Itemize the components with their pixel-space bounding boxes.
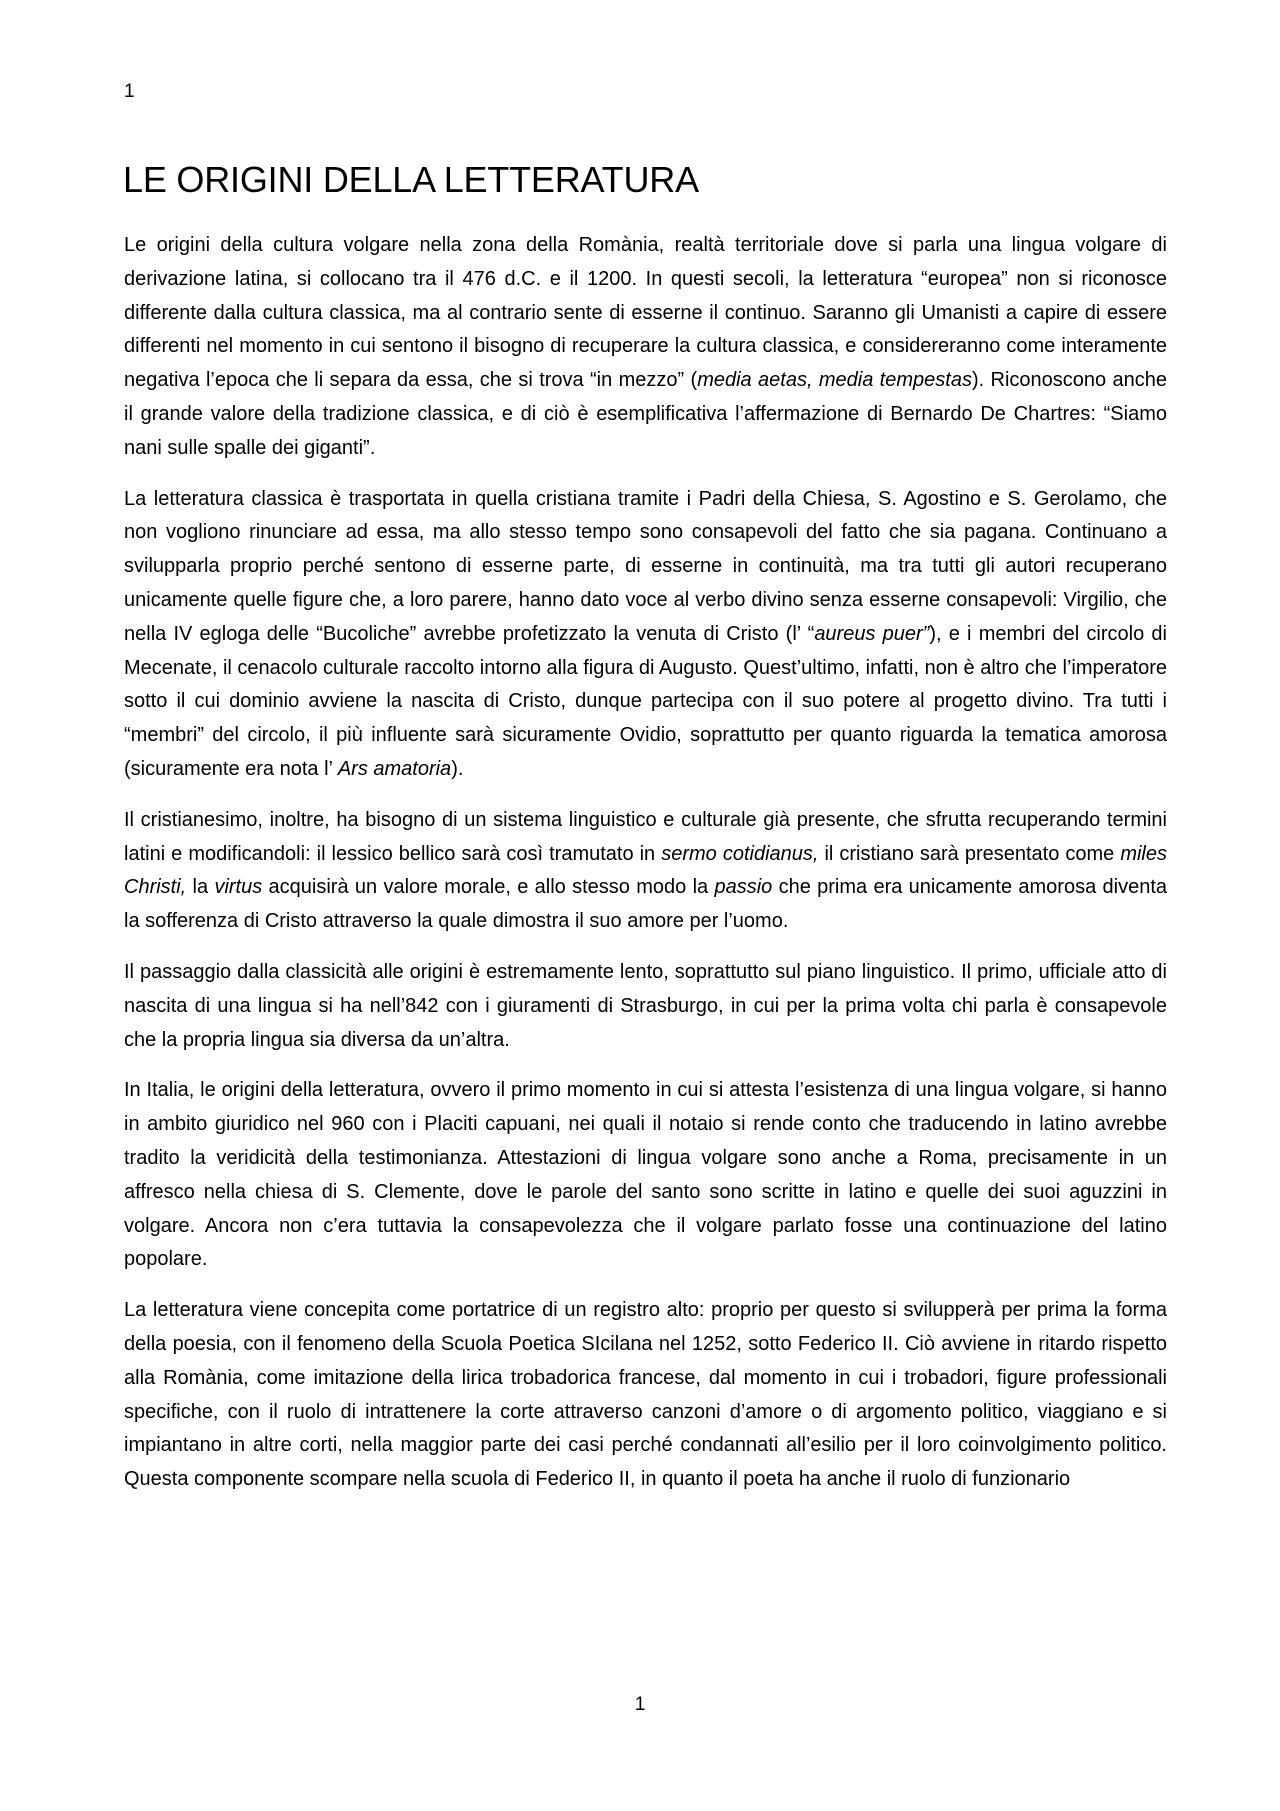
italic-text-run: miles Christi, xyxy=(124,842,1167,899)
text-run: ). xyxy=(451,757,464,780)
text-run: acquisirà un valore morale, e allo stesso modo la xyxy=(262,876,715,899)
text-run: La letteratura viene concepita come portatrice di un registro alto: proprio per questo si svilupperà per prima la forma della poesia, con il fenomeno della Scuola Poetica SIcilana nel 1252, sotto Federico II. Ciò avviene in ritardo rispetto alla Romània, come imitazione della lirica trobadorica francese, dal momento in cui i trobadori, figure professionali specifiche, con il ruolo di intrattenere la corte attraverso canzoni d’amore o di argomento politico, viaggiano e si impiantano in altre corti, nella maggior parte dei casi perché condannati all’esilio per il loro coinvolgimento politico. Questa componente scompare nella scuola di Federico II, in quanto il poeta ha anche il ruolo di funzionario xyxy=(124,1299,1167,1491)
paragraph-1 xyxy=(124,229,1167,466)
paragraph-5 xyxy=(124,1074,1167,1277)
header-page-number: 1 xyxy=(124,81,135,102)
footer-page-number: 1 xyxy=(634,1694,646,1715)
italic-text-run: passio xyxy=(714,876,773,899)
paragraph-4 xyxy=(124,956,1167,1057)
italic-text-run: virtus xyxy=(214,876,263,899)
paragraph-3 xyxy=(124,804,1167,939)
italic-text-run: Ars amatoria xyxy=(337,757,452,780)
text-run: La letteratura classica è trasportata in quella cristiana tramite i Padri della Chiesa, S. Agostino e S. Gerolamo, che non vogliono rinunciare ad essa, ma allo stesso tempo sono consapevoli del fatto che sia pagana. Continuano a svilupparla proprio perché sentono di esserne parte, di esserne in continuità, ma tra tutti gli autori recuperano unicamente quelle figure che, a loro parere, hanno dato voce al verbo divino senza esserne consapevoli: Virgilio, che nella IV egloga delle “Bucoliche” avrebbe profetizzato la venuta di Cristo (l’ “ xyxy=(124,487,1167,645)
text-run: In Italia, le origini della letteratura, ovvero il primo momento in cui si attesta l’esistenza di una lingua volgare, si hanno in ambito giuridico nel 960 con i Placiti capuani, nei quali il notaio si rende conto che traducendo in latino avrebbe tradito la veridicità della testimonianza. Attestazioni di lingua volgare sono anche a Roma, precisamente in un affresco nella chiesa di S. Clemente, dove le parole del santo sono scritte in latino e quelle dei suoi aguzzini in volgare. Ancora non c’era tuttavia la consapevolezza che il volgare parlato fosse una continuazione del latino popolare. xyxy=(124,1079,1167,1271)
italic-text-run: aureus puer” xyxy=(814,622,930,645)
page-title: LE ORIGINI DELLA LETTERATURA xyxy=(123,159,699,200)
text-run: Il passaggio dalla classicità alle origini è estremamente lento, soprattutto sul piano linguistico. Il primo, ufficiale atto di nascita di una lingua si ha nell’842 con i giuramenti di Strasburgo, in cui per la prima volta chi parla è consapevole che la propria lingua sia diversa da un’altra. xyxy=(124,960,1167,1051)
text-run: Le origini della cultura volgare nella zona della Romània, realtà territoriale dove si parla una lingua volgare di derivazione latina, si collocano tra il 476 d.C. e il 1200. In questi secoli, la letteratura “europea” non si riconosce differente dalla cultura classica, ma al contrario sente di esserne il continuo. Saranno gli Umanisti a capire di essere differenti nel momento in cui sentono il bisogno di recuperare la cultura classica, e considereranno come interamente negativa l’epoca che li separa da essa, che si trova “in mezzo” ( xyxy=(124,234,1167,392)
italic-text-run: media aetas, media tempestas xyxy=(697,369,972,392)
text-run: il cristiano sarà presentato come xyxy=(818,842,1121,865)
paragraph-6 xyxy=(124,1294,1167,1497)
text-run: Il cristianesimo, inoltre, ha bisogno di un sistema linguistico e culturale già presente, che sfrutta recuperando termini latini e modificandoli: il lessico bellico sarà così tramutato in xyxy=(124,808,1167,865)
text-run: che prima era unicamente amorosa diventa la sofferenza di Cristo attraverso la quale dimostra il suo amore per l’uomo. xyxy=(124,876,1167,933)
text-run: ). Riconoscono anche il grande valore della tradizione classica, e di ciò è esemplificativa l’affermazione di Bernardo De Chartres: “Siamo nani sulle spalle dei giganti”. xyxy=(124,369,1167,459)
italic-text-run: sermo cotidianus, xyxy=(661,842,819,865)
text-run: ), e i membri del circolo di Mecenate, il cenacolo culturale raccolto intorno alla figura di Augusto. Quest’ultimo, infatti, non è altro che l’imperatore sotto il cui dominio avviene la nascita di Cristo, dunque partecipa con il suo potere al progetto divino. Tra tutti i “membri” del circolo, il più influente sarà sicuramente Ovidio, soprattutto per quanto riguarda la tematica amorosa (sicuramente era nota l’ xyxy=(124,622,1167,780)
document-body xyxy=(124,229,1167,1514)
paragraph-2 xyxy=(124,483,1167,787)
text-run: la xyxy=(186,876,215,899)
